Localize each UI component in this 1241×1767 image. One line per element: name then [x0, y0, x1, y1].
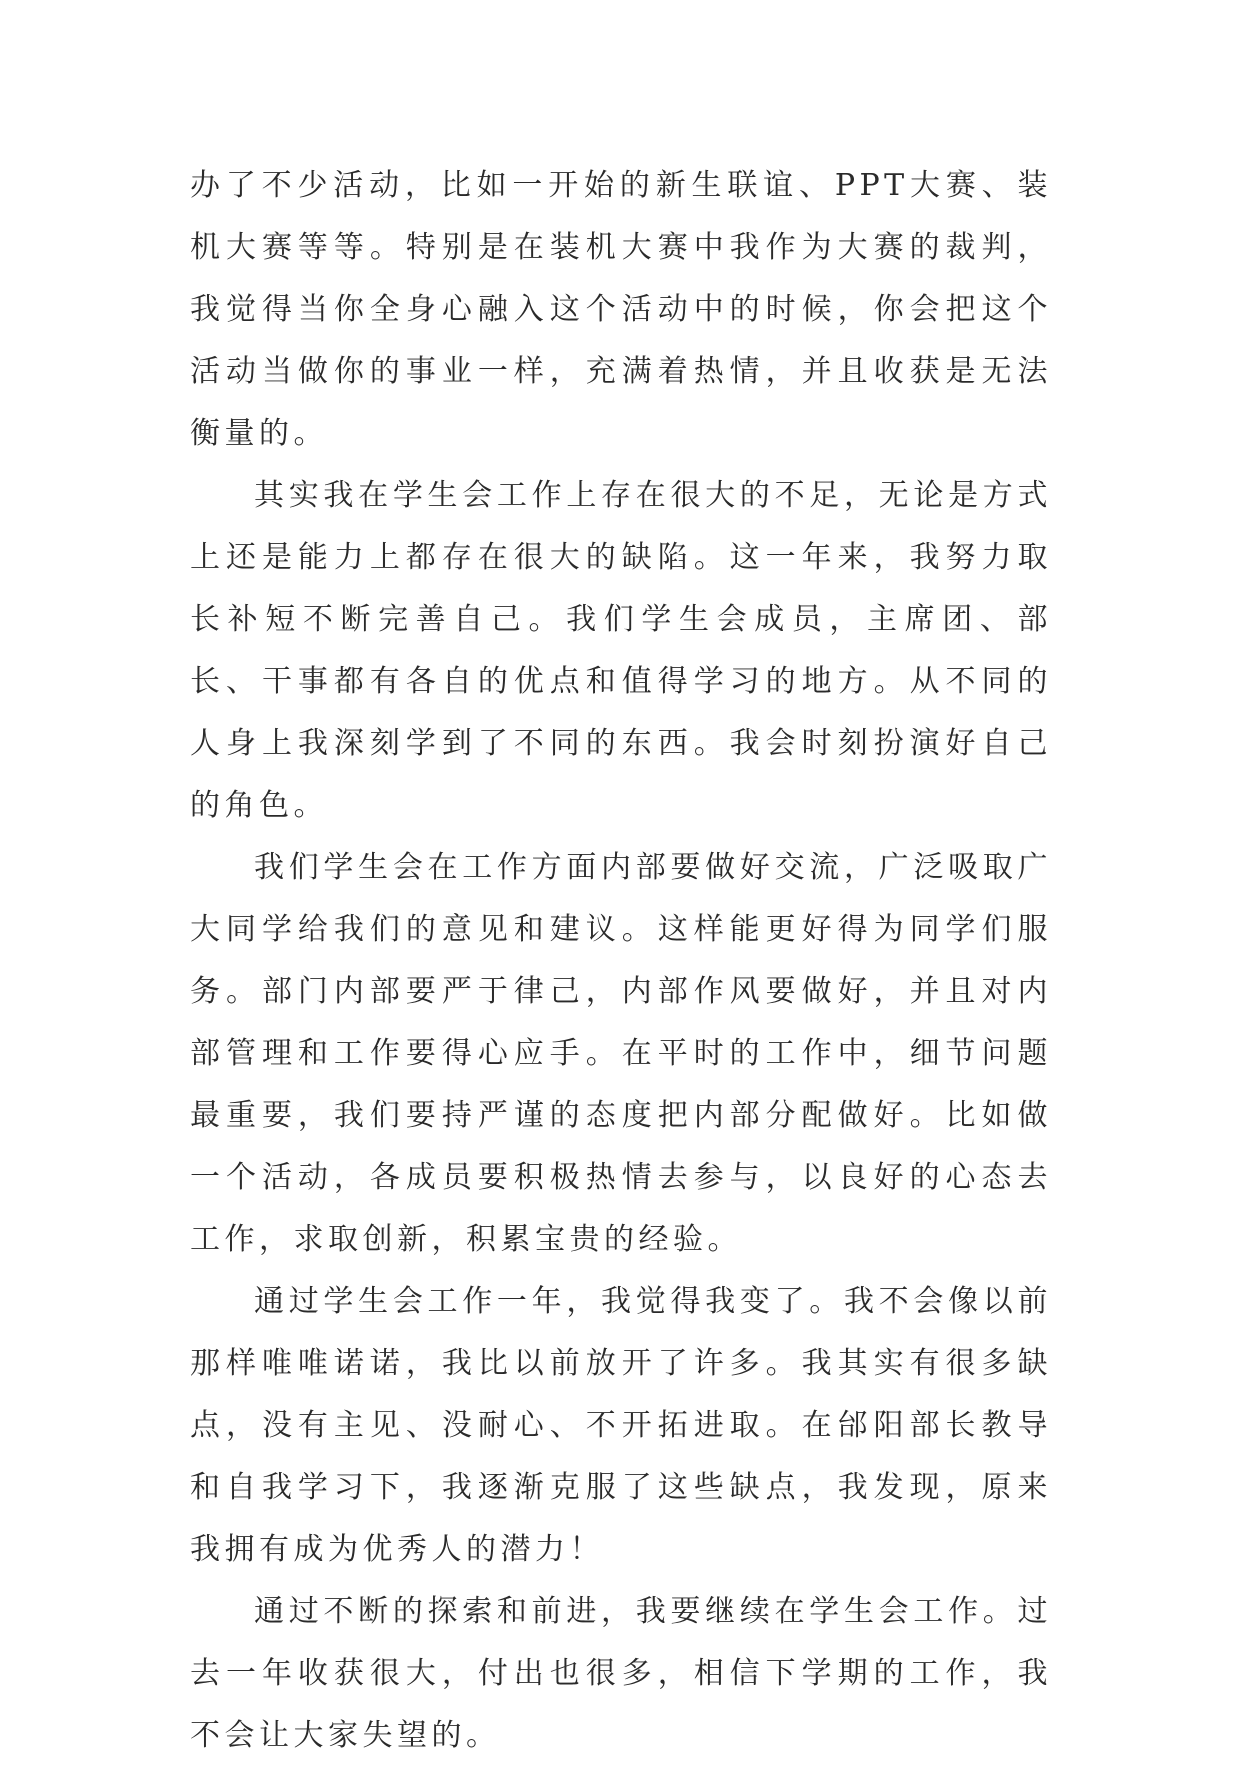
paragraph-1: 办了不少活动，比如一开始的新生联谊、PPT大赛、装机大赛等等。特别是在装机大赛中我作为大赛的裁判，我觉得当你全身心融入这个活动中的时候，你会把这个活动当做你的事业一样，充满着热情，并且收获是无法衡量的。 — [190, 168, 1052, 451]
paragraph-5: 通过不断的探索和前进，我要继续在学生会工作。过去一年收获很大，付出也很多，相信下学期的工作，我不会让大家失望的。 — [190, 1594, 1052, 1753]
paragraph-2: 其实我在学生会工作上存在很大的不足，无论是方式上还是能力上都存在很大的缺陷。这一年来，我努力取长补短不断完善自己。我们学生会成员，主席团、部长、干事都有各自的优点和值得学习的地方。从不同的人身上我深刻学到了不同的东西。我会时刻扮演好自己的角色。 — [190, 478, 1052, 823]
document-body — [190, 155, 1052, 1767]
paragraph-3: 我们学生会在工作方面内部要做好交流，广泛吸取广大同学给我们的意见和建议。这样能更好得为同学们服务。部门内部要严于律己，内部作风要做好，并且对内部管理和工作要得心应手。在平时的工作中，细节问题最重要，我们要持严谨的态度把内部分配做好。比如做一个活动，各成员要积极热情去参与，以良好的心态去工作，求取创新，积累宝贵的经验。 — [190, 850, 1052, 1257]
paragraph-4: 通过学生会工作一年，我觉得我变了。我不会像以前那样唯唯诺诺，我比以前放开了许多。我其实有很多缺点，没有主见、没耐心、不开拓进取。在邰阳部长教导和自我学习下，我逐渐克服了这些缺点，我发现，原来我拥有成为优秀人的潜力！ — [190, 1284, 1052, 1567]
